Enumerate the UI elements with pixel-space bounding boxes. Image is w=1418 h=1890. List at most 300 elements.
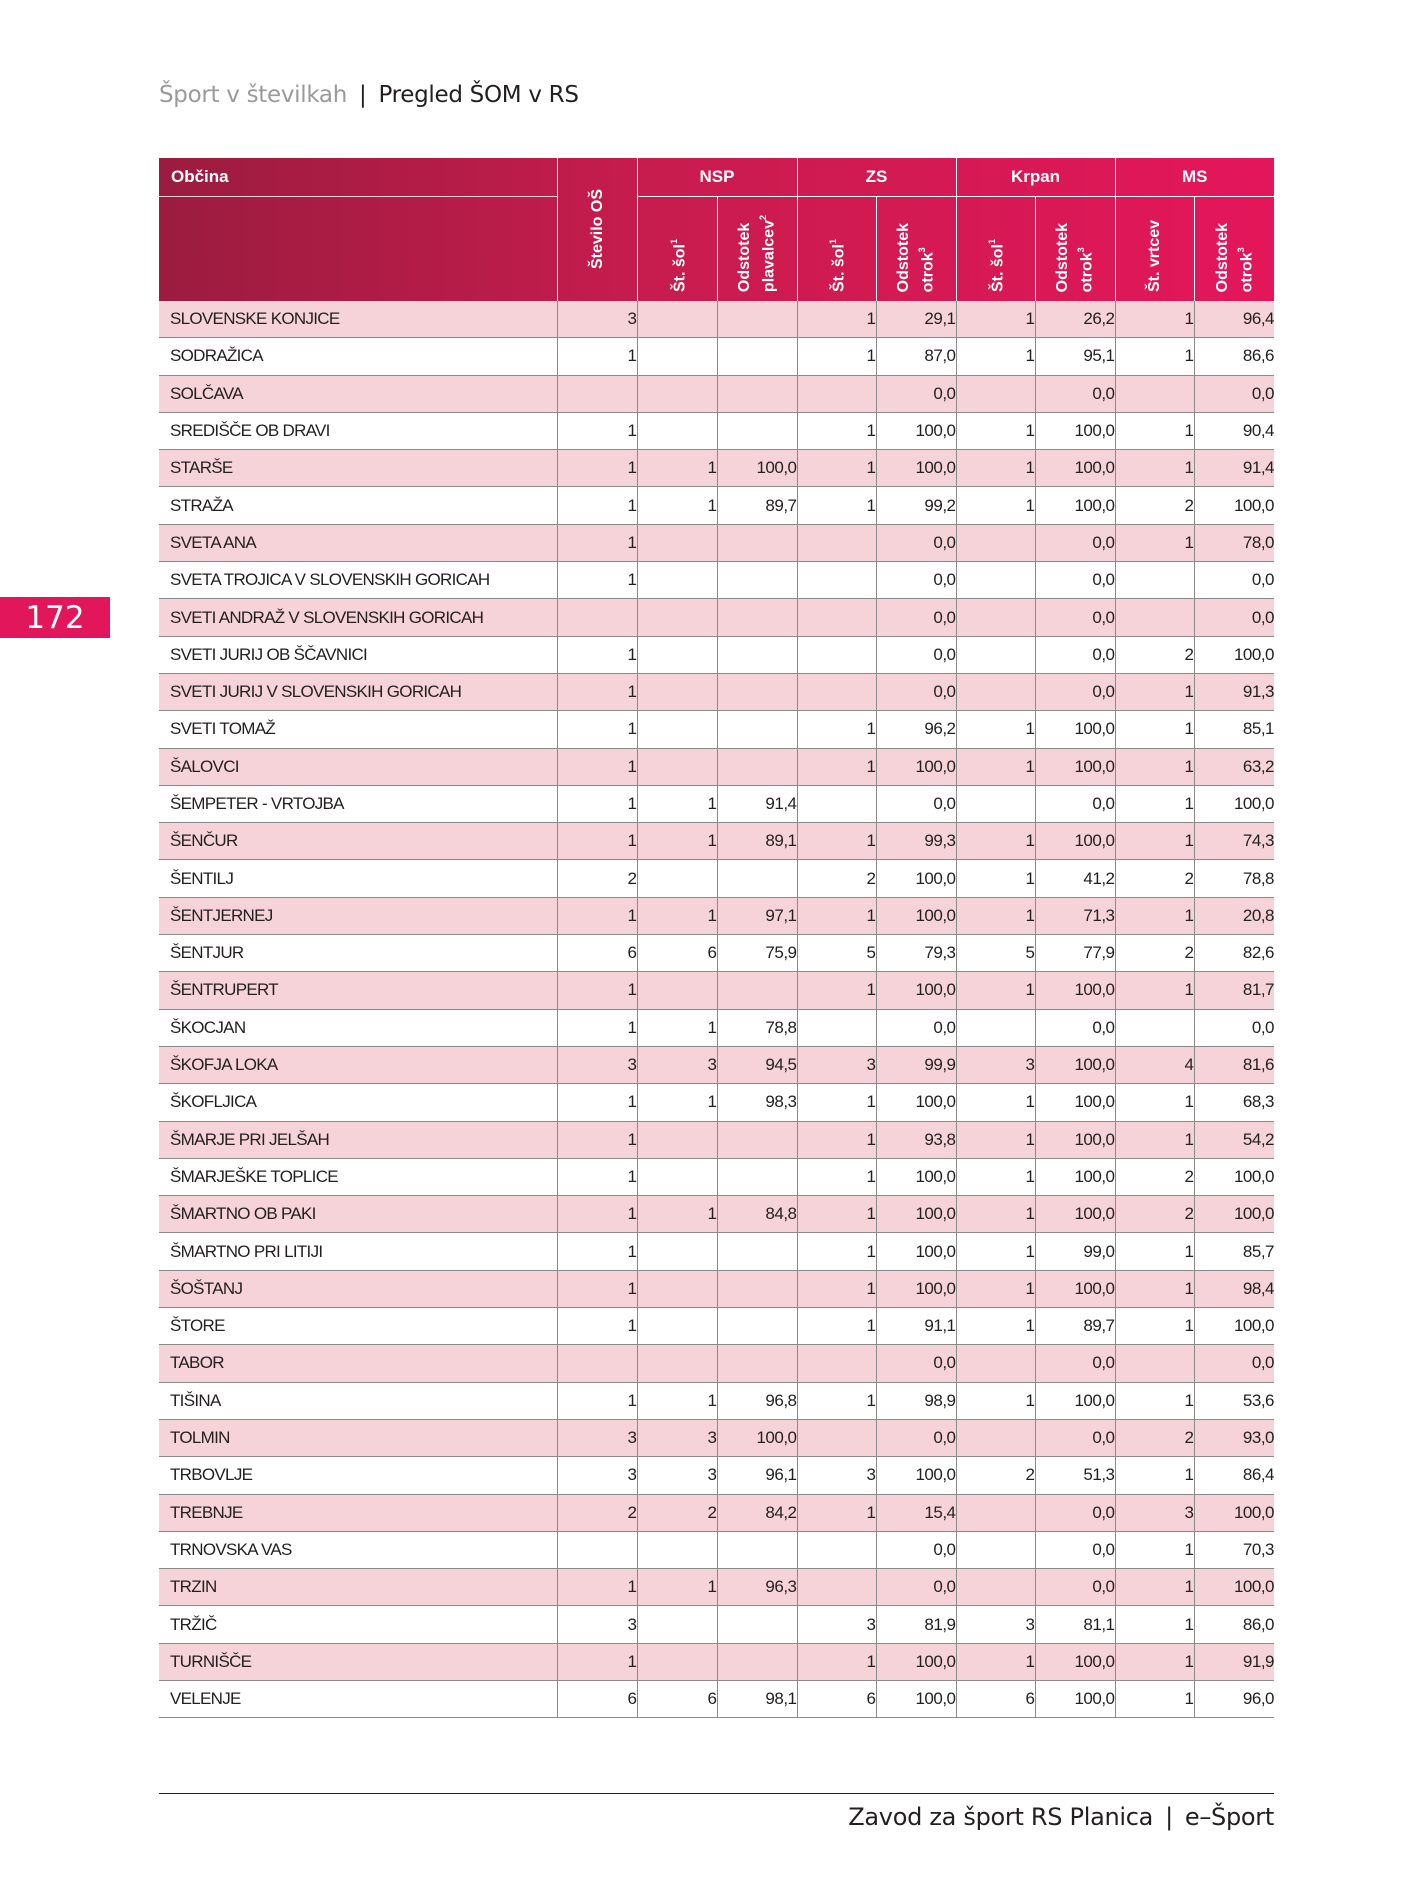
st-sol-label: Št. šol [830, 243, 848, 292]
odstotek-label: Odstotek [1054, 222, 1072, 292]
cell-nsp-odstotek: 75,9 [717, 935, 797, 972]
table-row [159, 711, 1274, 748]
cell-ms-odstotek: 85,7 [1194, 1233, 1274, 1270]
cell-stevilo-os: 3 [557, 1419, 637, 1456]
cell-nsp-st-sol [637, 673, 717, 710]
cell-ms-st-vrtcev [1115, 1345, 1194, 1382]
table-row [159, 1121, 1274, 1158]
cell-nsp-odstotek [717, 524, 797, 561]
cell-krpan-odstotek: 0,0 [1035, 1569, 1115, 1606]
cell-krpan-st-sol [956, 524, 1035, 561]
cell-zs-st-sol: 6 [797, 1680, 876, 1717]
cell-krpan-st-sol: 1 [956, 412, 1035, 449]
cell-municipality: ŠMARJEŠKE TOPLICE [159, 1158, 557, 1195]
cell-ms-odstotek: 0,0 [1194, 1009, 1274, 1046]
cell-zs-st-sol: 5 [797, 935, 876, 972]
cell-ms-odstotek: 93,0 [1194, 1419, 1274, 1456]
cell-stevilo-os: 1 [557, 1009, 637, 1046]
cell-krpan-st-sol: 1 [956, 1121, 1035, 1158]
cell-municipality: TREBNJE [159, 1494, 557, 1531]
cell-ms-st-vrtcev: 3 [1115, 1494, 1194, 1531]
table-row [159, 450, 1274, 487]
cell-municipality: ŠKOFJA LOKA [159, 1046, 557, 1083]
cell-zs-odstotek: 100,0 [876, 1457, 956, 1494]
cell-municipality: SVETI JURIJ OB ŠČAVNICI [159, 636, 557, 673]
cell-krpan-odstotek: 0,0 [1035, 785, 1115, 822]
cell-nsp-st-sol: 1 [637, 897, 717, 934]
cell-ms-odstotek: 100,0 [1194, 1196, 1274, 1233]
cell-krpan-odstotek: 81,1 [1035, 1606, 1115, 1643]
cell-ms-st-vrtcev [1115, 599, 1194, 636]
cell-krpan-st-sol: 1 [956, 1308, 1035, 1345]
cell-krpan-st-sol: 1 [956, 1643, 1035, 1680]
cell-krpan-st-sol: 1 [956, 1158, 1035, 1195]
table-row [159, 524, 1274, 561]
cell-zs-st-sol: 1 [797, 1270, 876, 1307]
otrok-label: otrok [919, 252, 937, 292]
cell-zs-odstotek: 0,0 [876, 524, 956, 561]
cell-ms-odstotek: 86,0 [1194, 1606, 1274, 1643]
cell-ms-odstotek: 100,0 [1194, 1308, 1274, 1345]
cell-zs-odstotek: 100,0 [876, 1158, 956, 1195]
cell-nsp-odstotek [717, 1308, 797, 1345]
cell-nsp-odstotek [717, 1606, 797, 1643]
cell-krpan-st-sol: 3 [956, 1046, 1035, 1083]
cell-stevilo-os: 1 [557, 1270, 637, 1307]
cell-krpan-st-sol: 1 [956, 860, 1035, 897]
cell-krpan-st-sol: 1 [956, 1382, 1035, 1419]
cell-krpan-st-sol [956, 599, 1035, 636]
cell-krpan-st-sol [956, 1419, 1035, 1456]
footnote-marker: 1 [668, 238, 679, 244]
cell-krpan-st-sol: 1 [956, 1233, 1035, 1270]
header-krpan-st-sol [956, 197, 1035, 302]
cell-zs-odstotek: 29,1 [876, 301, 956, 338]
cell-nsp-st-sol [637, 972, 717, 1009]
cell-ms-odstotek: 86,6 [1194, 338, 1274, 375]
cell-nsp-st-sol [637, 1531, 717, 1568]
cell-stevilo-os: 1 [557, 1158, 637, 1195]
cell-krpan-odstotek: 100,0 [1035, 487, 1115, 524]
cell-nsp-st-sol: 1 [637, 1196, 717, 1233]
cell-nsp-odstotek [717, 1158, 797, 1195]
cell-ms-odstotek: 100,0 [1194, 636, 1274, 673]
cell-zs-st-sol: 1 [797, 1158, 876, 1195]
cell-ms-odstotek: 53,6 [1194, 1382, 1274, 1419]
data-table [159, 158, 1274, 1718]
cell-stevilo-os: 2 [557, 1494, 637, 1531]
table-row [159, 1009, 1274, 1046]
cell-ms-st-vrtcev: 1 [1115, 524, 1194, 561]
header-ms-odstotek [1194, 197, 1274, 302]
cell-krpan-odstotek: 100,0 [1035, 748, 1115, 785]
cell-nsp-st-sol: 1 [637, 1382, 717, 1419]
cell-stevilo-os: 1 [557, 1084, 637, 1121]
cell-krpan-st-sol: 1 [956, 972, 1035, 1009]
table-row [159, 748, 1274, 785]
cell-krpan-odstotek: 89,7 [1035, 1308, 1115, 1345]
cell-krpan-st-sol [956, 562, 1035, 599]
cell-nsp-st-sol [637, 860, 717, 897]
cell-ms-odstotek: 20,8 [1194, 897, 1274, 934]
cell-municipality: ŠEMPETER - VRTOJBA [159, 785, 557, 822]
cell-zs-st-sol: 3 [797, 1457, 876, 1494]
cell-zs-st-sol [797, 636, 876, 673]
cell-krpan-odstotek: 100,0 [1035, 450, 1115, 487]
cell-ms-st-vrtcev [1115, 1009, 1194, 1046]
cell-zs-st-sol: 2 [797, 860, 876, 897]
cell-municipality: TIŠINA [159, 1382, 557, 1419]
cell-nsp-odstotek [717, 1270, 797, 1307]
cell-nsp-odstotek: 89,7 [717, 487, 797, 524]
cell-zs-st-sol: 3 [797, 1046, 876, 1083]
cell-municipality: VELENJE [159, 1680, 557, 1717]
cell-ms-st-vrtcev: 2 [1115, 1196, 1194, 1233]
table-row [159, 338, 1274, 375]
cell-zs-st-sol [797, 599, 876, 636]
cell-zs-st-sol: 1 [797, 972, 876, 1009]
cell-zs-st-sol [797, 562, 876, 599]
cell-krpan-odstotek: 0,0 [1035, 673, 1115, 710]
cell-krpan-st-sol [956, 1531, 1035, 1568]
cell-ms-st-vrtcev: 1 [1115, 785, 1194, 822]
cell-stevilo-os [557, 599, 637, 636]
cell-stevilo-os: 1 [557, 1196, 637, 1233]
cell-municipality: ŠENTJUR [159, 935, 557, 972]
cell-nsp-st-sol [637, 1158, 717, 1195]
cell-nsp-odstotek [717, 636, 797, 673]
cell-ms-st-vrtcev: 2 [1115, 487, 1194, 524]
cell-krpan-st-sol [956, 785, 1035, 822]
cell-stevilo-os: 1 [557, 673, 637, 710]
otrok-label: otrok [1078, 252, 1096, 292]
cell-zs-odstotek: 100,0 [876, 1680, 956, 1717]
cell-zs-odstotek: 100,0 [876, 1643, 956, 1680]
cell-zs-st-sol: 3 [797, 1606, 876, 1643]
cell-krpan-odstotek: 0,0 [1035, 1531, 1115, 1568]
cell-krpan-st-sol [956, 673, 1035, 710]
cell-municipality: SVETI TOMAŽ [159, 711, 557, 748]
cell-nsp-st-sol: 3 [637, 1419, 717, 1456]
cell-krpan-st-sol: 1 [956, 1196, 1035, 1233]
cell-nsp-odstotek: 100,0 [717, 450, 797, 487]
cell-ms-st-vrtcev: 2 [1115, 935, 1194, 972]
header-group-krpan: Krpan [956, 158, 1115, 197]
cell-nsp-odstotek [717, 562, 797, 599]
cell-nsp-odstotek [717, 673, 797, 710]
cell-zs-odstotek: 0,0 [876, 1009, 956, 1046]
cell-stevilo-os: 1 [557, 487, 637, 524]
cell-nsp-odstotek: 96,3 [717, 1569, 797, 1606]
header-nsp-odstotek [717, 197, 797, 302]
cell-nsp-st-sol [637, 375, 717, 412]
cell-krpan-odstotek: 100,0 [1035, 1643, 1115, 1680]
cell-nsp-odstotek: 84,8 [717, 1196, 797, 1233]
cell-stevilo-os: 6 [557, 1680, 637, 1717]
cell-ms-odstotek: 98,4 [1194, 1270, 1274, 1307]
cell-zs-odstotek: 99,9 [876, 1046, 956, 1083]
cell-zs-odstotek: 0,0 [876, 375, 956, 412]
cell-ms-odstotek: 90,4 [1194, 412, 1274, 449]
footnote-marker: 3 [1076, 246, 1087, 252]
table-row [159, 1046, 1274, 1083]
cell-ms-odstotek: 91,3 [1194, 673, 1274, 710]
cell-municipality: ŠTORE [159, 1308, 557, 1345]
header-ms-st-vrtcev [1115, 197, 1194, 302]
table-row [159, 1270, 1274, 1307]
header-krpan-odstotek [1035, 197, 1115, 302]
table-row [159, 785, 1274, 822]
cell-municipality: ŠENTRUPERT [159, 972, 557, 1009]
cell-nsp-st-sol [637, 1121, 717, 1158]
cell-nsp-st-sol [637, 1345, 717, 1382]
cell-nsp-st-sol: 6 [637, 935, 717, 972]
cell-stevilo-os: 2 [557, 860, 637, 897]
cell-krpan-odstotek: 100,0 [1035, 1084, 1115, 1121]
cell-zs-odstotek: 100,0 [876, 748, 956, 785]
cell-zs-st-sol: 1 [797, 1308, 876, 1345]
cell-municipality: TOLMIN [159, 1419, 557, 1456]
odstotek-label: Odstotek [1213, 222, 1231, 292]
cell-nsp-odstotek [717, 711, 797, 748]
cell-zs-st-sol: 1 [797, 1643, 876, 1680]
cell-ms-odstotek: 96,0 [1194, 1680, 1274, 1717]
cell-municipality: TRBOVLJE [159, 1457, 557, 1494]
cell-krpan-odstotek: 0,0 [1035, 1494, 1115, 1531]
cell-zs-st-sol: 1 [797, 338, 876, 375]
cell-ms-odstotek: 78,0 [1194, 524, 1274, 561]
cell-ms-odstotek: 86,4 [1194, 1457, 1274, 1494]
cell-stevilo-os: 1 [557, 711, 637, 748]
running-header [159, 82, 579, 108]
table-row [159, 1569, 1274, 1606]
cell-nsp-odstotek: 89,1 [717, 823, 797, 860]
cell-ms-odstotek: 96,4 [1194, 301, 1274, 338]
cell-municipality: ŠENČUR [159, 823, 557, 860]
cell-ms-odstotek: 0,0 [1194, 562, 1274, 599]
cell-zs-odstotek: 98,9 [876, 1382, 956, 1419]
table-row [159, 823, 1274, 860]
cell-municipality: SREDIŠČE OB DRAVI [159, 412, 557, 449]
cell-krpan-odstotek: 95,1 [1035, 338, 1115, 375]
cell-ms-st-vrtcev: 1 [1115, 1233, 1194, 1270]
table-row [159, 673, 1274, 710]
table-row [159, 301, 1274, 338]
cell-zs-odstotek: 87,0 [876, 338, 956, 375]
cell-nsp-odstotek [717, 338, 797, 375]
cell-zs-st-sol [797, 785, 876, 822]
header-group-nsp: NSP [637, 158, 797, 197]
cell-nsp-odstotek [717, 1121, 797, 1158]
cell-nsp-odstotek [717, 1531, 797, 1568]
cell-stevilo-os: 3 [557, 301, 637, 338]
cell-zs-odstotek: 100,0 [876, 1270, 956, 1307]
cell-municipality: TRZIN [159, 1569, 557, 1606]
footnote-marker: 2 [758, 214, 769, 220]
cell-stevilo-os: 1 [557, 823, 637, 860]
cell-ms-st-vrtcev: 1 [1115, 301, 1194, 338]
cell-nsp-st-sol: 3 [637, 1457, 717, 1494]
cell-krpan-odstotek: 0,0 [1035, 1345, 1115, 1382]
cell-municipality: TRŽIČ [159, 1606, 557, 1643]
cell-zs-odstotek: 99,2 [876, 487, 956, 524]
cell-stevilo-os: 1 [557, 1121, 637, 1158]
cell-zs-odstotek: 99,3 [876, 823, 956, 860]
header-stevilo-os-label: Število OŠ [588, 188, 606, 270]
cell-ms-st-vrtcev: 1 [1115, 897, 1194, 934]
st-vrtcev-label: Št. vrtcev [1146, 219, 1164, 292]
cell-zs-st-sol [797, 1531, 876, 1568]
cell-zs-st-sol: 1 [797, 301, 876, 338]
cell-nsp-odstotek: 96,1 [717, 1457, 797, 1494]
cell-nsp-odstotek: 94,5 [717, 1046, 797, 1083]
cell-zs-odstotek: 100,0 [876, 1233, 956, 1270]
cell-zs-st-sol: 1 [797, 1084, 876, 1121]
cell-zs-odstotek: 100,0 [876, 897, 956, 934]
cell-zs-st-sol: 1 [797, 897, 876, 934]
cell-krpan-odstotek: 100,0 [1035, 1680, 1115, 1717]
table-row [159, 860, 1274, 897]
cell-zs-odstotek: 96,2 [876, 711, 956, 748]
cell-nsp-st-sol [637, 338, 717, 375]
cell-municipality: ŠOŠTANJ [159, 1270, 557, 1307]
cell-nsp-st-sol: 3 [637, 1046, 717, 1083]
cell-zs-st-sol: 1 [797, 487, 876, 524]
cell-zs-st-sol: 1 [797, 711, 876, 748]
cell-zs-st-sol: 1 [797, 1121, 876, 1158]
otrok-label: otrok [1237, 252, 1255, 292]
cell-krpan-odstotek: 0,0 [1035, 1009, 1115, 1046]
cell-ms-st-vrtcev: 1 [1115, 1569, 1194, 1606]
cell-krpan-odstotek: 100,0 [1035, 1270, 1115, 1307]
table-row [159, 1419, 1274, 1456]
cell-nsp-st-sol [637, 599, 717, 636]
cell-nsp-st-sol: 1 [637, 1084, 717, 1121]
cell-ms-odstotek: 68,3 [1194, 1084, 1274, 1121]
cell-ms-st-vrtcev: 1 [1115, 1680, 1194, 1717]
cell-ms-odstotek: 91,9 [1194, 1643, 1274, 1680]
odstotek-label: Odstotek [895, 222, 913, 292]
cell-stevilo-os: 1 [557, 636, 637, 673]
cell-municipality: ŠKOFLJICA [159, 1084, 557, 1121]
cell-stevilo-os: 3 [557, 1606, 637, 1643]
cell-krpan-odstotek: 51,3 [1035, 1457, 1115, 1494]
cell-ms-st-vrtcev: 1 [1115, 412, 1194, 449]
cell-nsp-odstotek [717, 1233, 797, 1270]
cell-stevilo-os [557, 375, 637, 412]
footnote-marker: 1 [987, 238, 998, 244]
cell-krpan-st-sol: 5 [956, 935, 1035, 972]
cell-nsp-st-sol: 2 [637, 1494, 717, 1531]
cell-krpan-odstotek: 26,2 [1035, 301, 1115, 338]
cell-krpan-st-sol [956, 375, 1035, 412]
cell-nsp-st-sol: 1 [637, 450, 717, 487]
table-row [159, 972, 1274, 1009]
cell-municipality: ŠMARTNO PRI LITIJI [159, 1233, 557, 1270]
cell-nsp-odstotek [717, 412, 797, 449]
cell-zs-odstotek: 100,0 [876, 450, 956, 487]
cell-municipality: ŠENTJERNEJ [159, 897, 557, 934]
table-header [159, 158, 1274, 301]
cell-ms-odstotek: 100,0 [1194, 487, 1274, 524]
cell-municipality: ŠALOVCI [159, 748, 557, 785]
cell-zs-odstotek: 100,0 [876, 1196, 956, 1233]
cell-zs-odstotek: 91,1 [876, 1308, 956, 1345]
cell-ms-odstotek: 54,2 [1194, 1121, 1274, 1158]
cell-krpan-st-sol: 1 [956, 450, 1035, 487]
cell-ms-odstotek: 0,0 [1194, 599, 1274, 636]
cell-municipality: SVETI ANDRAŽ V SLOVENSKIH GORICAH [159, 599, 557, 636]
cell-stevilo-os: 1 [557, 1569, 637, 1606]
cell-municipality: ŠMARJE PRI JELŠAH [159, 1121, 557, 1158]
cell-krpan-st-sol: 1 [956, 1270, 1035, 1307]
table-row [159, 1680, 1274, 1717]
cell-nsp-st-sol [637, 636, 717, 673]
footnote-marker: 1 [828, 238, 839, 244]
cell-ms-odstotek: 100,0 [1194, 785, 1274, 822]
running-footer [848, 1803, 1274, 1831]
cell-ms-st-vrtcev: 2 [1115, 1419, 1194, 1456]
cell-stevilo-os [557, 1345, 637, 1382]
header-publication: Šport v številkah [159, 82, 348, 108]
cell-ms-odstotek: 70,3 [1194, 1531, 1274, 1568]
cell-krpan-odstotek: 41,2 [1035, 860, 1115, 897]
cell-zs-odstotek: 79,3 [876, 935, 956, 972]
cell-zs-st-sol: 1 [797, 748, 876, 785]
st-sol-label: Št. šol [671, 243, 689, 292]
cell-stevilo-os: 6 [557, 935, 637, 972]
cell-municipality: TURNIŠČE [159, 1643, 557, 1680]
cell-zs-odstotek: 100,0 [876, 1084, 956, 1121]
table-row [159, 1196, 1274, 1233]
cell-krpan-st-sol [956, 1494, 1035, 1531]
cell-zs-odstotek: 0,0 [876, 785, 956, 822]
cell-stevilo-os [557, 1531, 637, 1568]
table-row [159, 1233, 1274, 1270]
cell-municipality: TRNOVSKA VAS [159, 1531, 557, 1568]
footnote-marker: 3 [917, 246, 928, 252]
cell-nsp-st-sol [637, 301, 717, 338]
cell-krpan-odstotek: 0,0 [1035, 375, 1115, 412]
cell-nsp-odstotek [717, 1643, 797, 1680]
table-row [159, 562, 1274, 599]
cell-ms-odstotek: 100,0 [1194, 1494, 1274, 1531]
table-row [159, 412, 1274, 449]
footer-site: e–Šport [1184, 1803, 1274, 1831]
table-row [159, 487, 1274, 524]
cell-nsp-odstotek [717, 748, 797, 785]
cell-stevilo-os: 1 [557, 338, 637, 375]
cell-ms-st-vrtcev: 1 [1115, 1270, 1194, 1307]
cell-zs-odstotek: 0,0 [876, 1345, 956, 1382]
cell-ms-st-vrtcev: 1 [1115, 450, 1194, 487]
cell-zs-st-sol [797, 1345, 876, 1382]
cell-municipality: SODRAŽICA [159, 338, 557, 375]
cell-nsp-odstotek [717, 375, 797, 412]
cell-nsp-odstotek [717, 860, 797, 897]
footnote-marker: 3 [1235, 246, 1246, 252]
cell-nsp-st-sol [637, 1606, 717, 1643]
cell-krpan-odstotek: 0,0 [1035, 524, 1115, 561]
header-blank [159, 197, 557, 302]
cell-ms-st-vrtcev: 1 [1115, 1382, 1194, 1419]
table-row [159, 1084, 1274, 1121]
cell-nsp-odstotek [717, 972, 797, 1009]
cell-stevilo-os: 1 [557, 1382, 637, 1419]
table-row [159, 1382, 1274, 1419]
cell-zs-odstotek: 0,0 [876, 673, 956, 710]
cell-municipality: ŠKOCJAN [159, 1009, 557, 1046]
